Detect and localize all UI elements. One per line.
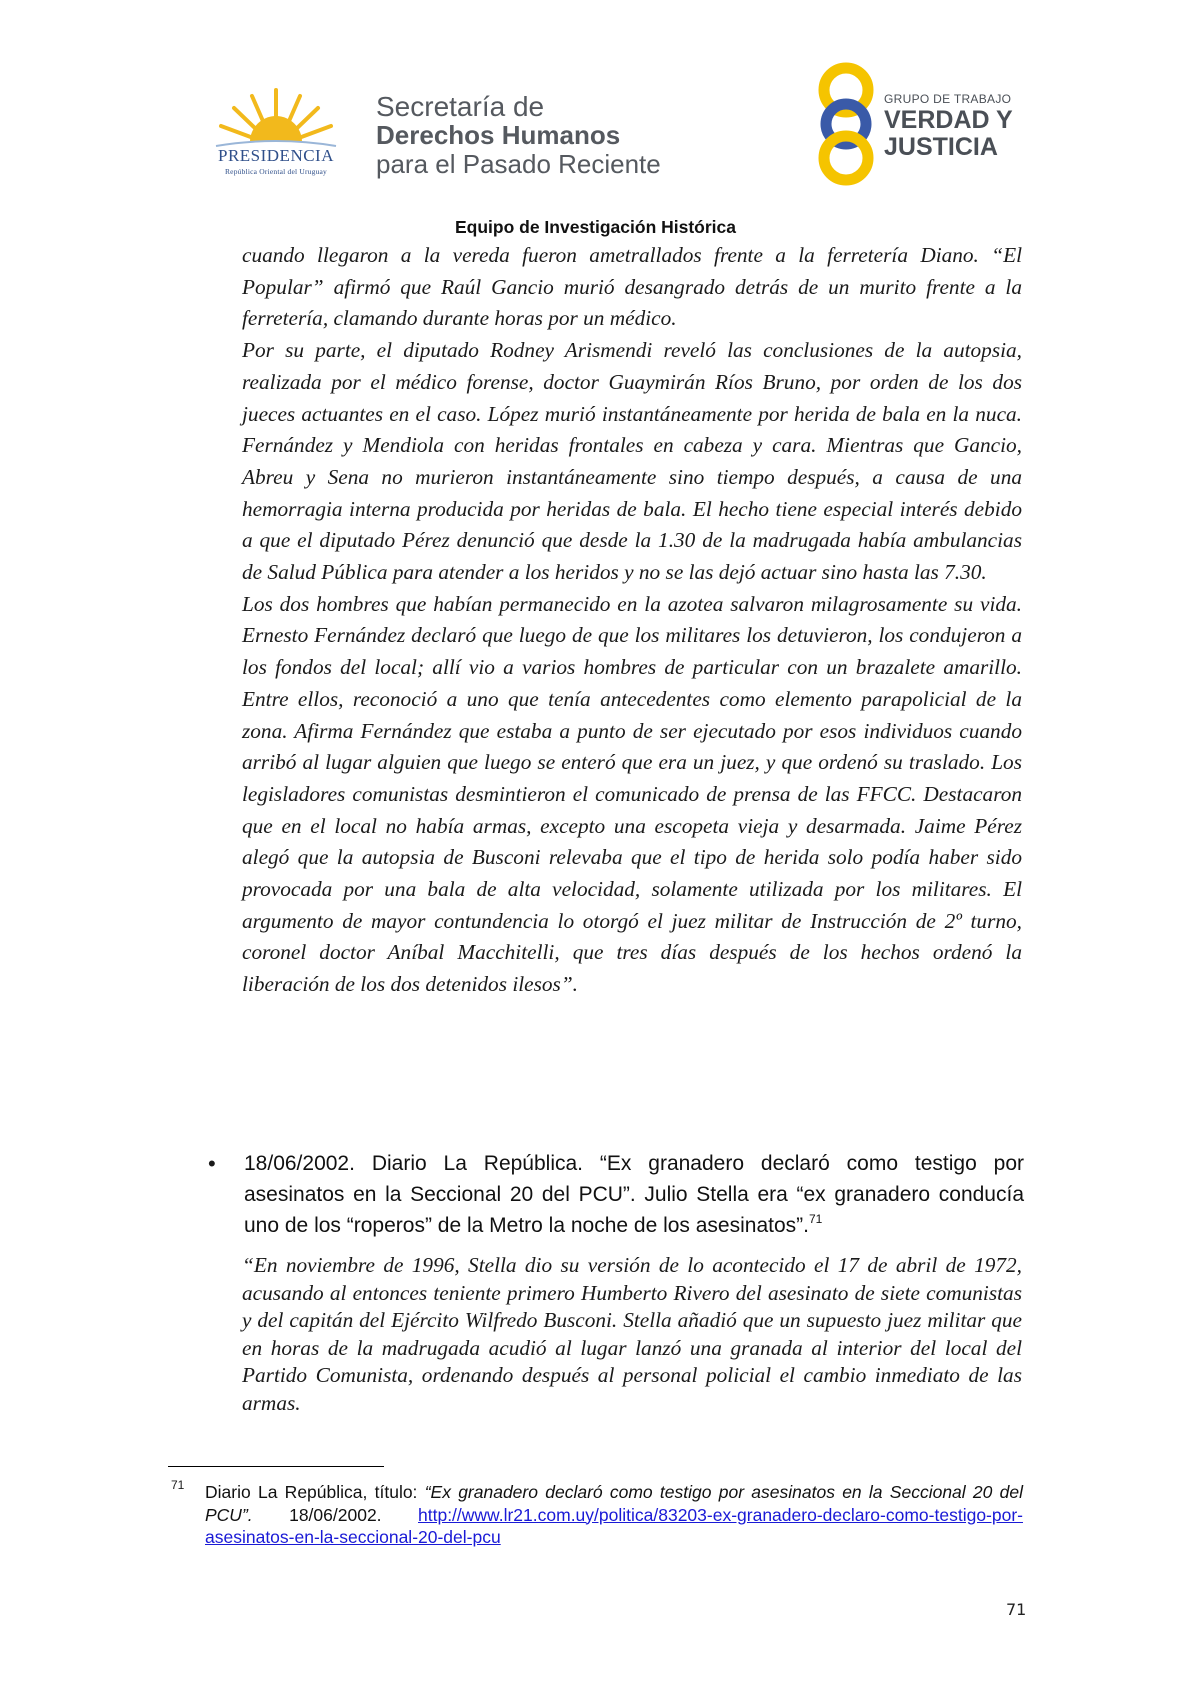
- bullet-text: 18/06/2002. Diario La República. “Ex granadero declaró como testigo por asesinatos en la Seccional 20 del PCU”. Julio Stella era “ex granadero conducía uno de los “roperos” de la Metro la noche de los asesinatos”.: [244, 1152, 1024, 1237]
- secretaria-line-3: para el Pasado Reciente: [376, 149, 661, 179]
- team-title: Equipo de Investigación Histórica: [454, 217, 737, 237]
- grupo-de-trabajo-label: GRUPO DE TRABAJO: [884, 92, 1012, 106]
- secretaria-wordmark: [376, 92, 661, 179]
- presidencia-label: PRESIDENCIA: [217, 146, 334, 165]
- presidencia-subtitle: República Oriental del Uruguay: [224, 167, 327, 176]
- quote-paragraph: cuando llegaron a la vereda fueron ametrallados frente a la ferretería Diano. “El Popular” afirmó que Raúl Gancio murió desangrado detrás de un murito frente a la ferretería, clamando durante horas por un médico.: [242, 243, 1022, 331]
- quote-paragraph: Por su parte, el diputado Rodney Arismendi reveló las conclusiones de la autopsia, realizada por el médico forense, doctor Guaymirán Ríos Bruno, por orden de los dos jueces actuantes en el caso. López murió instantáneamente por herida de bala en la nuca. Fernández y Mendiola con heridas frontales en cabeza y cara. Mientras que Gancio, Abreu y Sena no murieron instantáneamente sino tiempo después, a causa de una hemorragia interna producida por heridas de bala. El hecho tiene especial interés debido a que el diputado Pérez denunció que desde la 1.30 de la madrugada había ambulancias de Salud Pública para atender a los heridos y no se las dejó actuar sino hasta las 7.30.: [242, 338, 1022, 585]
- verdad-justicia-title: [884, 107, 1013, 161]
- quote-block: [242, 240, 1022, 1001]
- bullet-text-block: [244, 1148, 1024, 1241]
- justicia-line: JUSTICIA: [884, 133, 998, 161]
- footnote-text: [205, 1481, 1023, 1549]
- page-number: 71: [1006, 1600, 1027, 1619]
- secretaria-line-1: Secretaría de: [376, 91, 545, 122]
- footnote-number: 71: [171, 1478, 185, 1492]
- verdad-justicia-rings-logo: [808, 62, 888, 186]
- footnote-ref[interactable]: 71: [808, 1212, 823, 1226]
- quote-paragraph: Los dos hombres que habían permanecido en la azotea salvaron milagrosamente su vida. Ernesto Fernández declaró que luego de que los militares los detuvieron, los condujeron a los fondos del local; allí vio a varios hombres de particular con un brazalete amarillo. Entre ellos, reconoció a uno que tenía antecedentes como elemento parapolicial de la zona. Afirma Fernández que estaba a punto de ser ejecutado por esos individuos cuando arribó al lugar alguien que luego se enteró que era un juez, y que ordenó su traslado. Los legisladores comunistas desmintieron el comunicado de prensa de las FFCC. Destacaron que en el local no había armas, excepto una escopeta vieja y desarmada. Jaime Pérez alegó que la autopsia de Busconi relevaba que el tipo de herida solo podía haber sido provocada por una bala de alta velocidad, solamente utilizada por los militares. El argumento de mayor contundencia lo otorgó el juez militar de Instrucción de 2º turno, coronel doctor Aníbal Macchitelli, que tres días después de los hechos ordenó la liberación de los dos detenidos ilesos”.: [242, 591, 1022, 997]
- bullet-marker: •: [208, 1151, 216, 1176]
- footnote-prefix: Diario La República, título:: [205, 1482, 418, 1502]
- secretaria-line-2: Derechos Humanos: [376, 120, 621, 150]
- footnote-link[interactable]: http://www.lr21.com.uy/politica/83203-ex-granadero-declaro-como-testigo-por-asesinatos-en-la-seccional-20-del-pcu: [205, 1504, 1023, 1547]
- verdad-line: VERDAD Y: [884, 106, 1013, 134]
- second-quote: “En noviembre de 1996, Stella dio su versión de lo acontecido el 17 de abril de 1972, acusando al entonces teniente primero Humberto Rivero del asesinato de siete comunistas y del capitán del Ejército Wilfredo Busconi. Stella añadió que un supuesto juez militar que en horas de la madrugada acudió al lugar lanzó una granada al interior del local del Partido Comunista, ordenando después al personal policial el cambio inmediato de las armas.: [242, 1253, 1022, 1415]
- footnote-divider: [168, 1466, 384, 1467]
- footnote-title: “Ex granadero declaró como testigo por asesinatos en la Seccional 20 del PCU”.: [205, 1482, 1023, 1525]
- footnote-date: 18/06/2002.: [289, 1504, 382, 1525]
